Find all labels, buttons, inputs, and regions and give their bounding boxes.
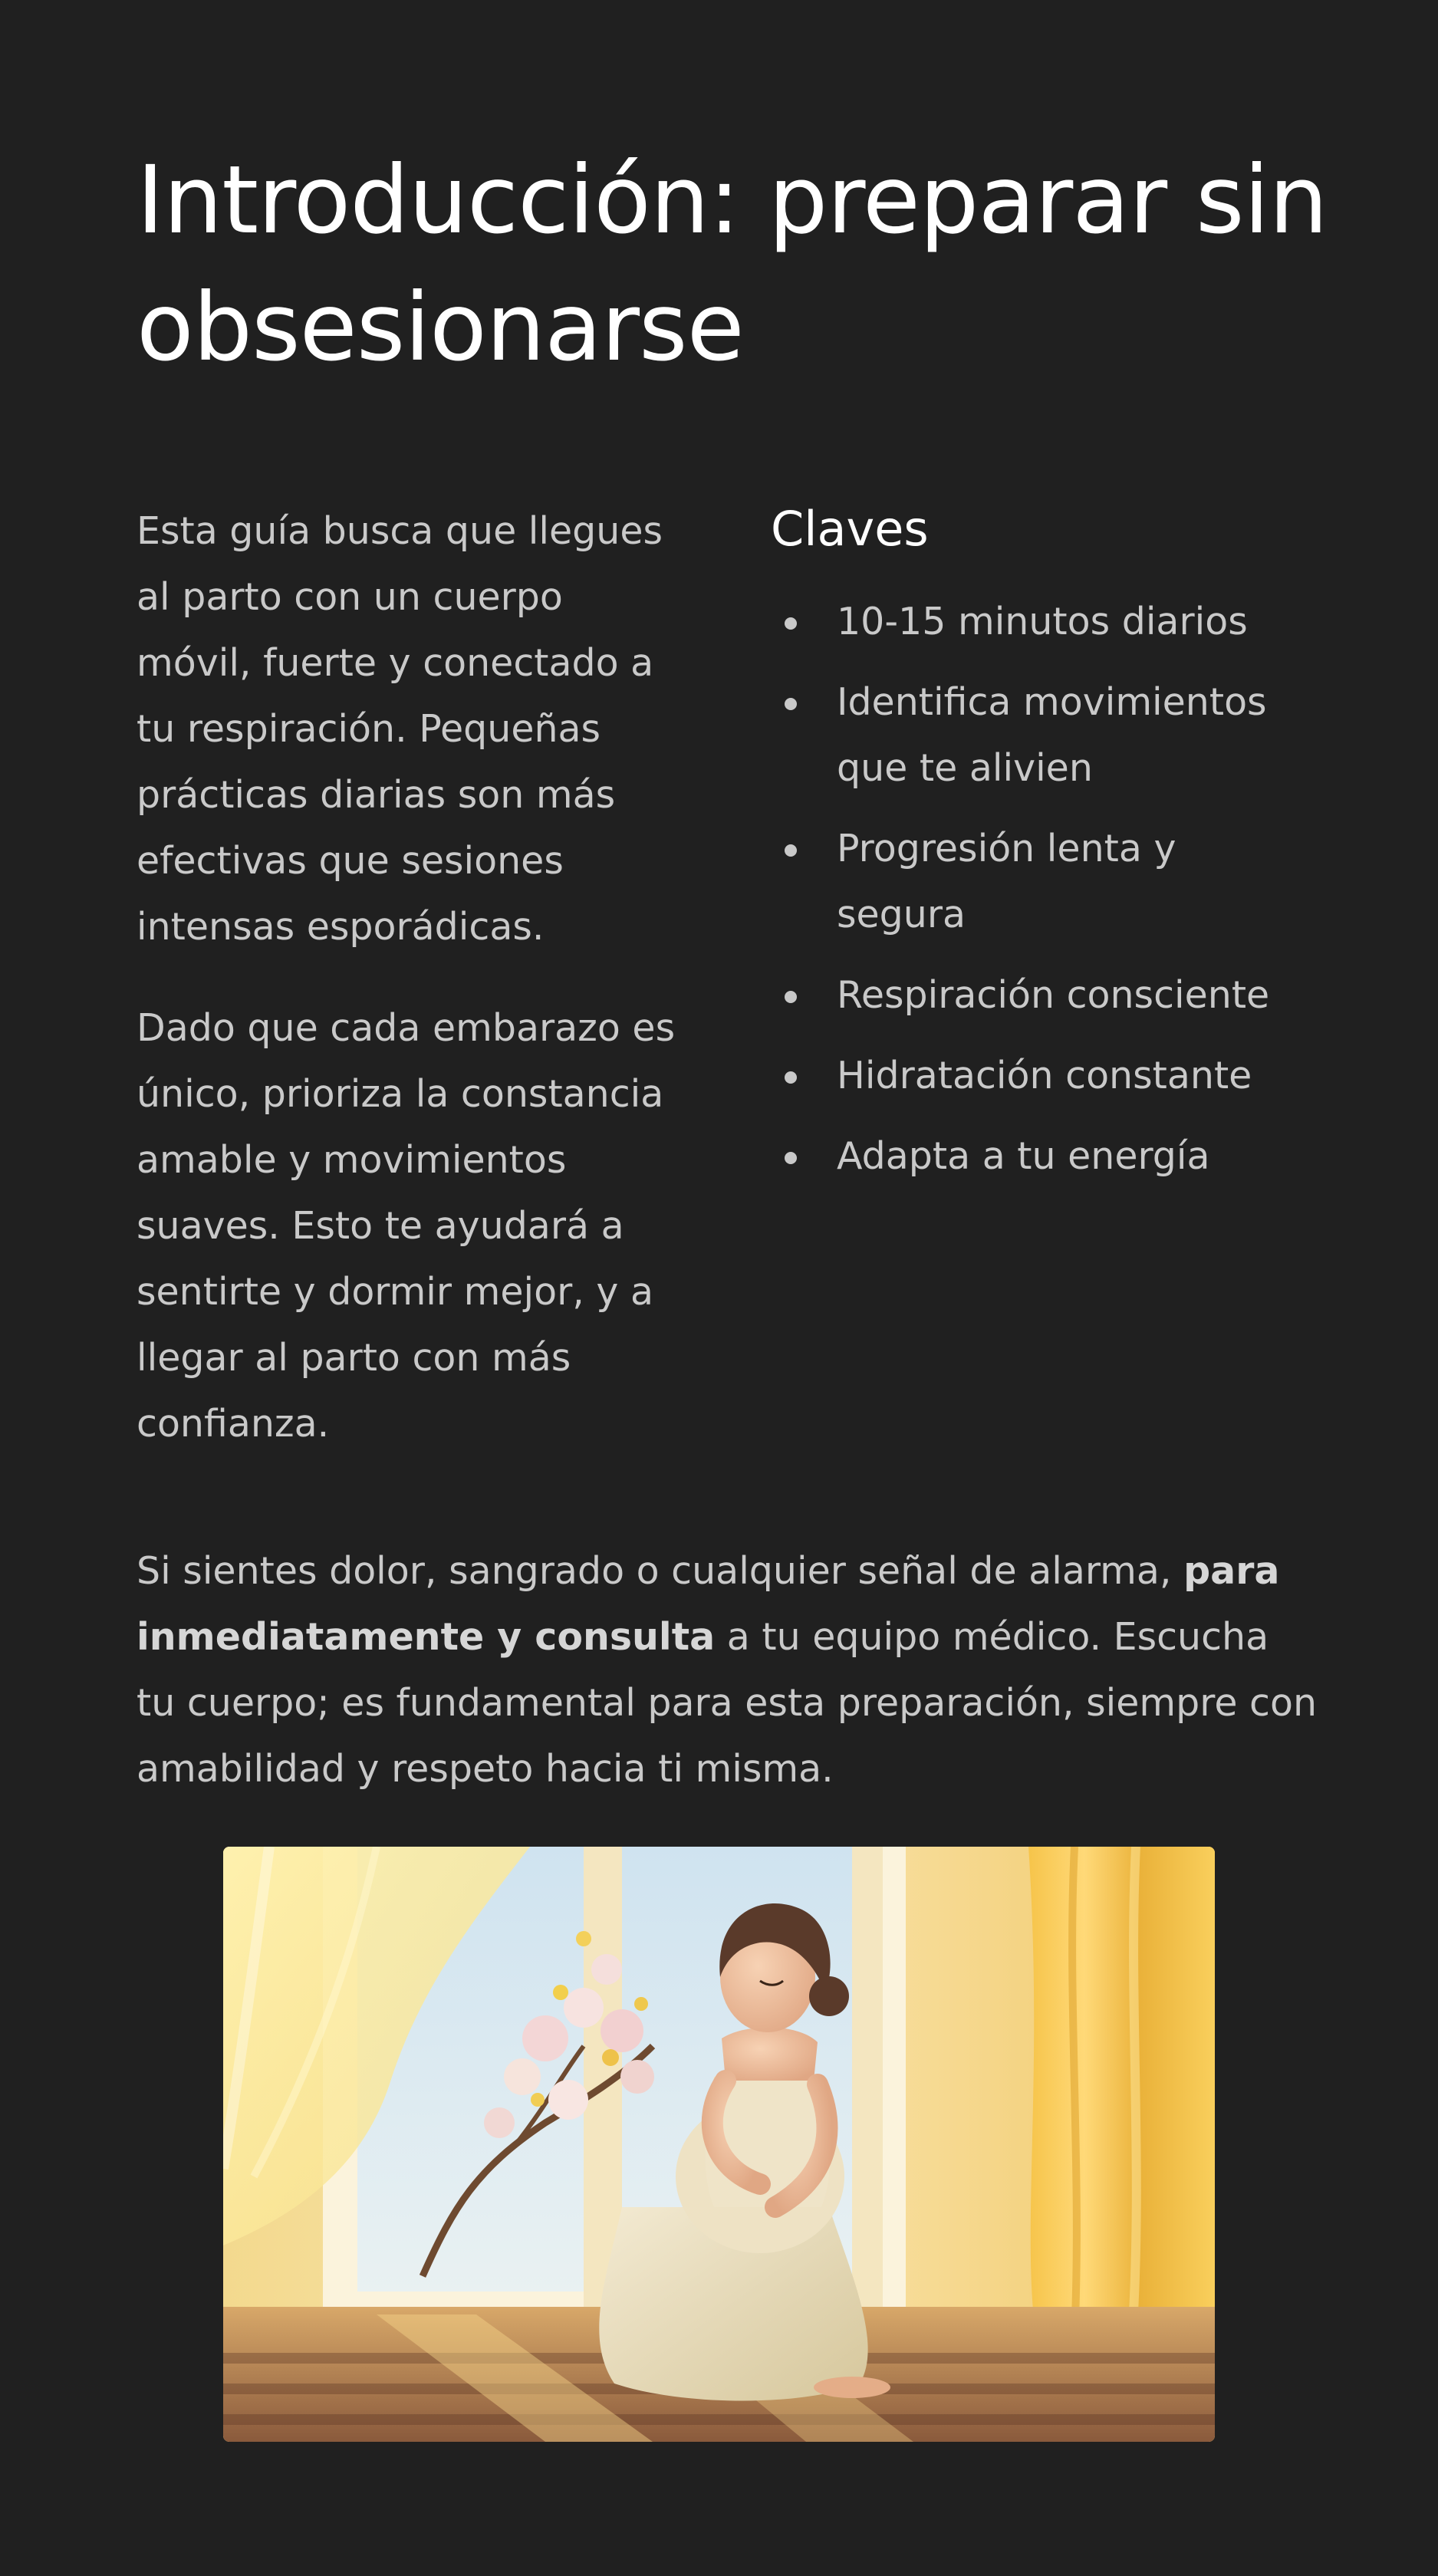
- claves-list: [771, 589, 1308, 1189]
- list-item-text: 10-15 minutos diarios: [837, 600, 1248, 643]
- bullet-icon: [785, 1152, 797, 1164]
- list-item-text: Hidratación constante: [837, 1054, 1252, 1097]
- intro-column: [137, 498, 689, 1457]
- warning-emphasis: para inmediatamente y consulta: [137, 1549, 1280, 1659]
- bullet-icon: [785, 1071, 797, 1084]
- warning-text-end: a tu equipo médico. Escucha tu cuerpo; es fundamental para esta preparación, siempre con amabilidad y respeto hacia ti misma.: [137, 1615, 1318, 1791]
- claves-panel: [771, 500, 1308, 1204]
- warning-text-start: Si sientes dolor, sangrado o cualquier señal de alarma,: [137, 1549, 1184, 1593]
- safety-warning: [137, 1538, 1318, 1802]
- list-item: [771, 669, 1308, 801]
- bullet-icon: [785, 991, 797, 1003]
- list-item: [771, 589, 1308, 655]
- list-item-text: Identifica movimientos que te alivien: [837, 680, 1267, 790]
- intro-paragraph-2: Dado que cada embarazo es único, prioriza la constancia amable y movimientos suaves. Esto te ayudará a sentirte y dormir mejor, y a llegar al parto con más confianza.: [137, 1006, 676, 1446]
- list-item: [771, 816, 1308, 948]
- bullet-icon: [785, 844, 797, 857]
- intro-paragraph-1: Esta guía busca que llegues al parto con un cuerpo móvil, fuerte y conectado a tu respiración. Pequeñas prácticas diarias son más efectivas que sesiones intensas esporádicas.: [137, 509, 663, 949]
- claves-heading: Claves: [771, 501, 929, 557]
- pregnant-woman-illustration: [223, 1847, 1215, 2442]
- bullet-icon: [785, 698, 797, 710]
- list-item: [771, 962, 1308, 1028]
- bullet-icon: [785, 617, 797, 630]
- list-item: [771, 1124, 1308, 1189]
- list-item-text: Respiración consciente: [837, 973, 1270, 1017]
- list-item-text: Progresión lenta y segura: [837, 827, 1176, 936]
- list-item-text: Adapta a tu energía: [837, 1134, 1210, 1178]
- page-title: Introducción: preparar sin obsesionarse: [137, 146, 1328, 382]
- list-item: [771, 1043, 1308, 1109]
- hero-illustration: [223, 1847, 1215, 2442]
